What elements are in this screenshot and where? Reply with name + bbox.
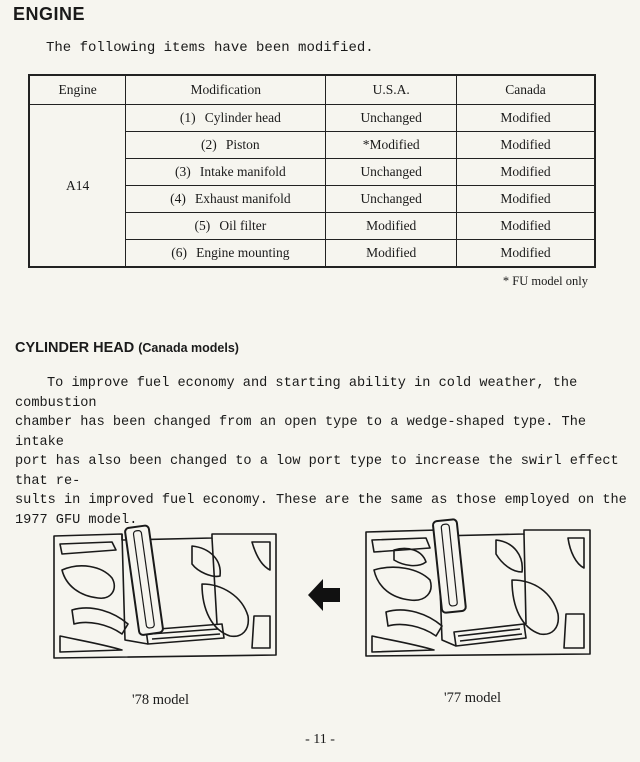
paragraph-line: 1977 GFU model. (15, 512, 138, 528)
item-label: Exhaust manifold (194, 191, 291, 206)
usa-cell: Unchanged (326, 105, 457, 132)
section-heading (15, 340, 239, 356)
figure-caption-77: '77 model (444, 690, 501, 706)
item-number: (1) (179, 110, 196, 125)
section-title: CYLINDER HEAD (15, 340, 135, 356)
page-number: - 11 - (305, 732, 335, 747)
modification-cell (126, 213, 326, 240)
usa-cell: Unchanged (326, 186, 457, 213)
col-header-engine: Engine (29, 75, 126, 105)
usa-cell: Modified (326, 213, 457, 240)
table-row (29, 105, 595, 132)
paragraph-line: To improve fuel economy and starting ability in cold weather, the combustion (15, 376, 578, 411)
canada-cell: Modified (456, 159, 595, 186)
modification-cell (126, 186, 326, 213)
canada-cell: Modified (456, 105, 595, 132)
item-label: Engine mounting (196, 245, 290, 260)
section-subtitle: (Canada models) (138, 341, 239, 355)
item-number: (6) (171, 245, 187, 260)
table-header-row (29, 75, 595, 105)
table-footnote: * FU model only (502, 274, 588, 288)
item-label: Cylinder head (204, 110, 281, 125)
canada-cell: Modified (456, 213, 595, 240)
col-header-canada: Canada (456, 75, 595, 105)
modification-cell (126, 240, 326, 268)
cylinder-head-77-drawing (364, 516, 594, 666)
body-paragraph (15, 374, 627, 530)
item-number: (3) (174, 164, 191, 179)
engine-cell: A14 (29, 105, 126, 268)
canada-cell: Modified (456, 186, 595, 213)
item-number: (5) (194, 218, 211, 233)
canada-cell: Modified (456, 132, 595, 159)
page-heading: ENGINE (13, 4, 86, 24)
figure-caption-78: '78 model (132, 692, 189, 708)
usa-cell: Unchanged (326, 159, 457, 186)
modification-cell (126, 105, 326, 132)
item-number: (2) (201, 137, 217, 152)
item-label: Oil filter (219, 218, 267, 233)
modification-cell (126, 132, 326, 159)
modification-table (28, 74, 596, 268)
item-label: Intake manifold (199, 164, 286, 179)
usa-cell: *Modified (326, 132, 457, 159)
paragraph-line: sults in improved fuel economy. These are the same as those employed on the (15, 493, 627, 508)
col-header-usa: U.S.A. (326, 75, 457, 105)
modification-cell (126, 159, 326, 186)
cylinder-head-78-drawing (52, 520, 282, 670)
item-label: Piston (225, 137, 260, 152)
arrow-left-icon (306, 577, 342, 613)
usa-cell: Modified (326, 240, 457, 268)
item-number: (4) (170, 191, 186, 206)
paragraph-line: port has also been changed to a low port type to increase the swirl effect that re- (15, 454, 619, 489)
canada-cell: Modified (456, 240, 595, 268)
intro-text: The following items have been modified. (46, 40, 374, 56)
paragraph-line: chamber has been changed from an open type to a wedge-shaped type. The intake (15, 415, 587, 450)
col-header-modification: Modification (126, 75, 326, 105)
